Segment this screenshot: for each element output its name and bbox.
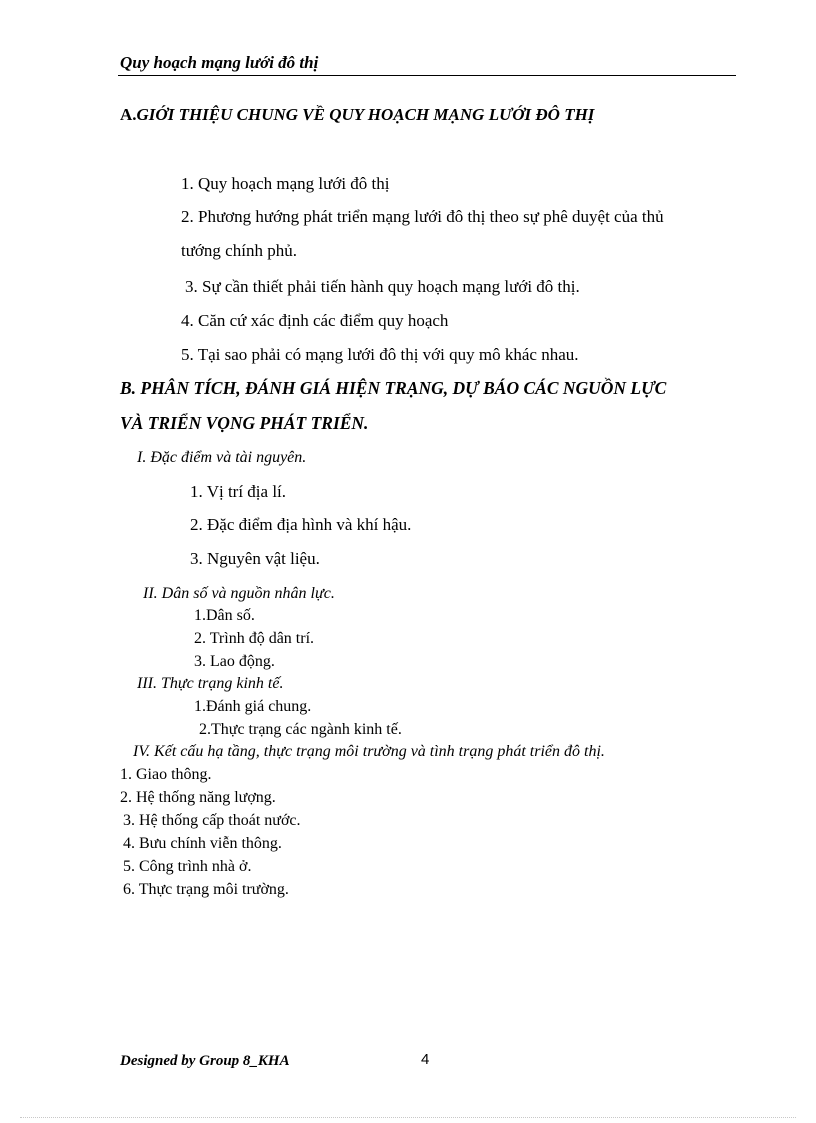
part-2-item: 1.Dân số. <box>194 607 255 624</box>
part-3-item: 2.Thực trạng các ngành kinh tế. <box>199 721 402 738</box>
section-a-item: 1. Quy hoạch mạng lưới đô thị <box>181 174 390 193</box>
section-b-heading-line2: VÀ TRIỂN VỌNG PHÁT TRIỂN. <box>120 413 369 433</box>
section-a-item: 4. Căn cứ xác định các điểm quy hoạch <box>181 311 449 330</box>
part-4-title: IV. Kết cấu hạ tầng, thực trạng môi trường và tình trạng phát triển đô thị. <box>133 743 605 760</box>
part-2-item: 2. Trình độ dân trí. <box>194 630 315 647</box>
page-number: 4 <box>421 1051 430 1068</box>
footer-credit: Designed by Group 8_KHA <box>120 1053 290 1069</box>
part-4-item: 5. Công trình nhà ở. <box>123 858 252 875</box>
section-a-item: 5. Tại sao phải có mạng lưới đô thị với quy mô khác nhau. <box>181 345 579 364</box>
section-a-item: 2. Phương hướng phát triển mạng lưới đô thị theo sự phê duyệt của thủ <box>181 207 664 226</box>
section-b-heading-line1: B. PHÂN TÍCH, ĐÁNH GIÁ HIỆN TRẠNG, DỰ BÁO CÁC NGUỒN LỰC <box>120 378 667 398</box>
part-4-item: 3. Hệ thống cấp thoát nước. <box>123 812 301 829</box>
part-3-title: III. Thực trạng kinh tế. <box>137 675 284 692</box>
part-1-title: I. Đặc điểm và tài nguyên. <box>137 449 307 466</box>
running-header-title: Quy hoạch mạng lưới đô thị <box>120 53 319 72</box>
section-a-title: GIỚI THIỆU CHUNG VỀ QUY HOẠCH MẠNG LƯỚI ĐÔ THỊ <box>136 105 595 124</box>
part-4-item: 2. Hệ thống năng lượng. <box>120 789 276 806</box>
part-1-item: 3. Nguyên vật liệu. <box>190 549 320 568</box>
part-4-item: 6. Thực trạng môi trường. <box>123 881 289 898</box>
section-a-item: 3. Sự cần thiết phải tiến hành quy hoạch mạng lưới đô thị. <box>185 277 580 296</box>
section-a-prefix: A. <box>120 105 137 124</box>
part-4-item: 4. Bưu chính viễn thông. <box>123 835 282 852</box>
part-1-item: 2. Đặc điểm địa hình và khí hậu. <box>190 515 412 534</box>
page-bottom-edge <box>20 1117 796 1118</box>
section-a-heading <box>120 105 594 125</box>
section-a-item-continuation: tướng chính phủ. <box>181 241 297 260</box>
part-4-item: 1. Giao thông. <box>120 766 212 783</box>
part-2-title: II. Dân số và nguồn nhân lực. <box>143 585 335 602</box>
part-3-item: 1.Đánh giá chung. <box>194 698 312 715</box>
header-rule <box>118 75 736 76</box>
part-2-item: 3. Lao động. <box>194 653 275 670</box>
part-1-item: 1. Vị trí địa lí. <box>190 482 287 501</box>
